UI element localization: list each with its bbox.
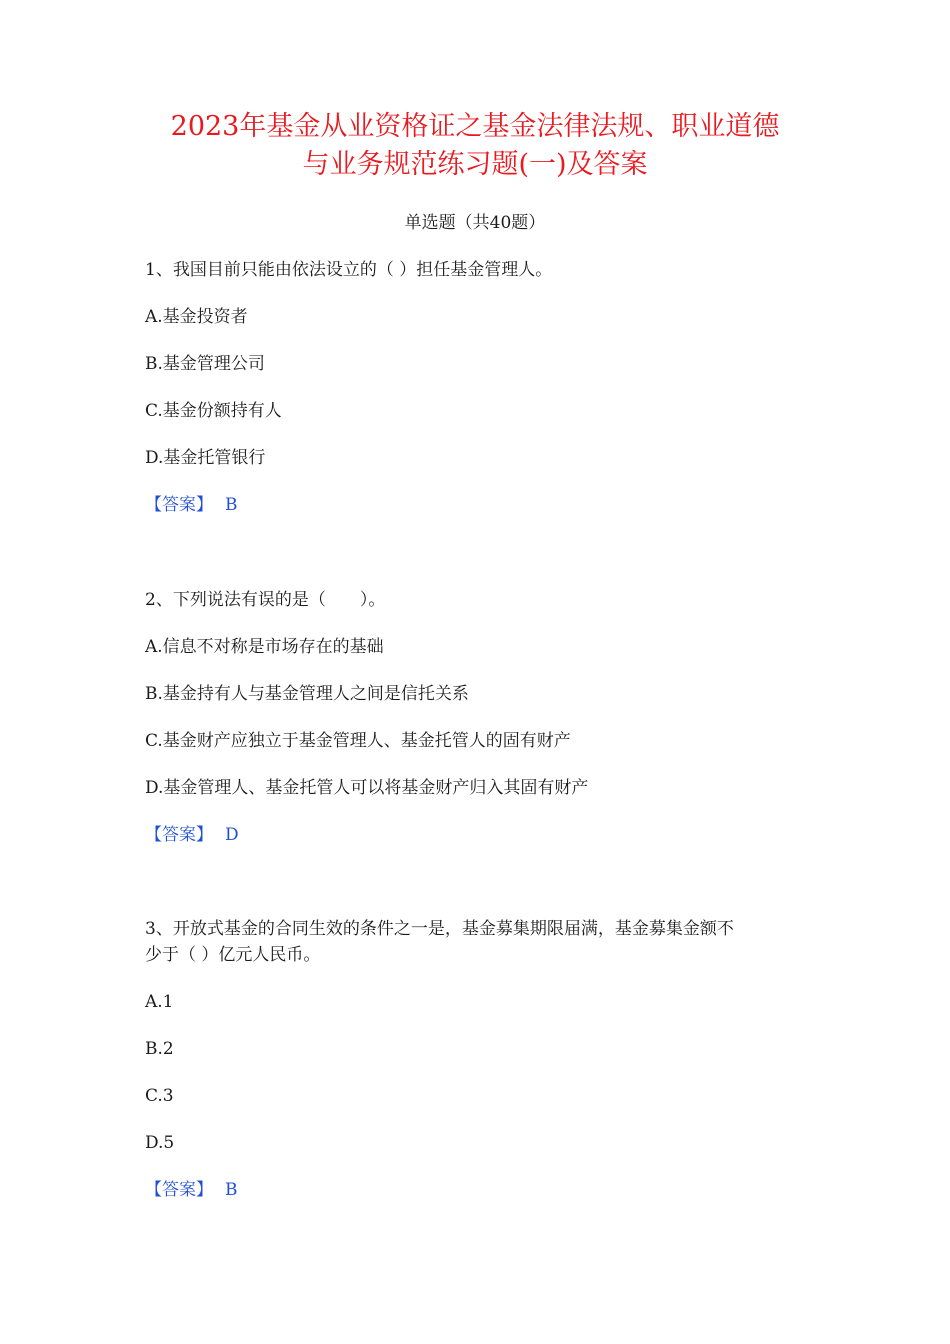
question-1 [145, 257, 825, 519]
option-b: B.2 [145, 1039, 174, 1059]
option-d: D.基金管理人、基金托管人可以将基金财产归入其固有财产 [145, 778, 589, 798]
option-c: C.3 [145, 1086, 174, 1106]
section-label: 单选题（共40题） [404, 213, 546, 233]
title-line-1: 2023年基金从业资格证之基金法律法规、职业道德 [170, 111, 780, 142]
answer-value: D [225, 825, 239, 845]
answer-label: 【答案】 [145, 825, 213, 845]
option-c: C.基金财产应独立于基金管理人、基金托管人的固有财产 [145, 731, 571, 751]
question-stem-line-1: 3、开放式基金的合同生效的条件之一是，基金募集期限届满，基金募集金额不 [145, 919, 734, 939]
answer-line [145, 492, 825, 519]
option-c: C.基金份额持有人 [145, 401, 282, 421]
question-2 [145, 587, 825, 849]
answer-label: 【答案】 [145, 495, 213, 515]
title-line-2: 与业务规范练习题(一)及答案 [302, 149, 648, 180]
question-stem: 2、下列说法有误的是（ ）。 [145, 590, 386, 610]
answer-label: 【答案】 [145, 1180, 213, 1200]
answer-value: B [225, 495, 238, 515]
option-b: B.基金管理公司 [145, 354, 265, 374]
option-a: A.基金投资者 [145, 307, 248, 327]
answer-line [145, 1177, 825, 1204]
option-a: A.信息不对称是市场存在的基础 [145, 637, 384, 657]
document-title [100, 108, 850, 184]
option-b: B.基金持有人与基金管理人之间是信托关系 [145, 684, 469, 704]
question-stem: 1、我国目前只能由依法设立的（ ）担任基金管理人。 [145, 260, 553, 280]
option-d: D.基金托管银行 [145, 448, 266, 468]
question-stem-line-2: 少于（ ）亿元人民币。 [145, 945, 321, 965]
option-a: A.1 [145, 992, 174, 1012]
answer-line [145, 822, 825, 849]
question-3 [145, 916, 825, 1204]
option-d: D.5 [145, 1133, 175, 1153]
answer-value: B [225, 1180, 238, 1200]
